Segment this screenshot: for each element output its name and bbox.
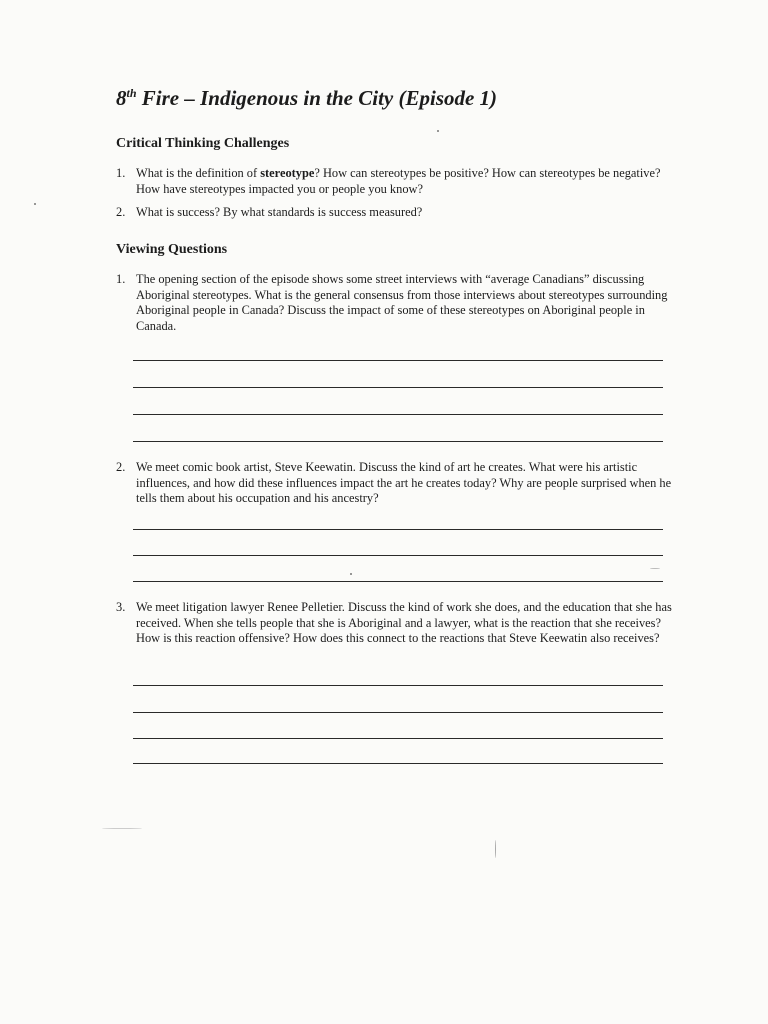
viewing-question-3 [116,600,676,647]
question-text-part: ? How can stereotypes be positive? How can stereotypes be negative? How have stereotypes impacted you or people you know? [136,166,661,196]
answer-line[interactable] [133,529,663,530]
question-number: 1. [116,166,126,180]
answer-line[interactable] [133,712,663,713]
critical-thinking-heading: Critical Thinking Challenges [116,136,290,151]
question-text: The opening section of the episode shows some street interviews with “average Canadians” discussing Aboriginal stereotypes. What is the general consensus from those interviews about stereotypes surrounding Aboriginal people in Canada? Discuss the impact of some of these stereotypes on Aboriginal people in Canada. [136,272,668,333]
question-text [136,166,676,197]
answer-line[interactable] [133,738,663,739]
answer-line[interactable] [133,581,663,582]
answer-line[interactable] [133,763,663,764]
scan-speck [650,568,660,569]
bold-term: stereotype [260,166,315,180]
question-number: 2. [116,205,126,219]
scan-speck [437,130,439,132]
question-number: 1. [116,272,126,286]
question-number: 3. [116,600,126,614]
critical-question-2 [116,205,676,221]
critical-question-1 [116,166,676,197]
question-text-part: What is the definition of [136,166,261,180]
scan-speck [350,573,352,575]
scan-speck [495,840,496,858]
question-number: 2. [116,460,126,474]
answer-line[interactable] [133,414,663,415]
scan-speck [34,203,36,205]
title-superscript: th [126,86,137,100]
question-text: What is success? By what standards is success measured? [136,205,423,219]
question-text: We meet comic book artist, Steve Keewatin. Discuss the kind of art he creates. What were his artistic influences, and how did these influences impact the art he creates today? Why are people surprised when he tells them about his occupation and his ancestry? [136,460,672,505]
answer-line[interactable] [133,441,663,442]
title-prefix: 8 [116,86,127,110]
viewing-questions-heading: Viewing Questions [116,242,228,257]
viewing-question-1 [116,272,676,334]
worksheet-title [116,86,497,111]
question-text: We meet litigation lawyer Renee Pelletier. Discuss the kind of work she does, and the education that she has received. When she tells people that she is Aboriginal and a lawyer, what is the reaction that she receives? How is this reaction offensive? How does this connect to the reactions that Steve Keewatin also receives? [136,600,672,645]
title-rest: Fire – Indigenous in the City (Episode 1) [136,86,498,110]
answer-line[interactable] [133,555,663,556]
viewing-question-2 [116,460,676,507]
answer-line[interactable] [133,360,663,361]
scan-speck [102,828,142,829]
answer-line[interactable] [133,387,663,388]
answer-line[interactable] [133,685,663,686]
